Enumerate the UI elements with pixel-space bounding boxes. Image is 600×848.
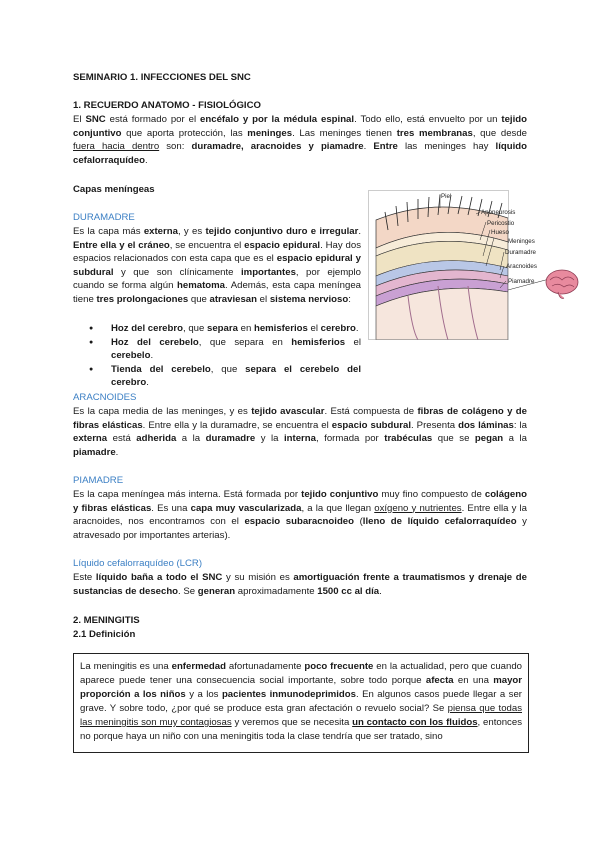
section-1-heading: 1. RECUERDO ANATOMO - FISIOLÓGICO xyxy=(73,100,261,111)
aracnoides-paragraph: Es la capa media de las meninges, y es tejido avascular. Está compuesta de fibras de colágeno y de fibras elásticas. Entre ella y la duramadre, se encuentra el espacio subdural. Presenta dos láminas: la externa está adherida a la duramadre y la interna, formada por trabéculas que se pegan a la piamadre. xyxy=(73,406,527,458)
brain-icon xyxy=(546,270,578,298)
label-piel: Piel xyxy=(441,193,452,200)
lcr-paragraph: Este líquido baña a todo el SNC y su misión es amortiguación frente a traumatismos y drenaje de sustancias de desecho. Se generan aproximadamente 1500 cc al día. xyxy=(73,572,527,597)
label-pericostio: Pericostio xyxy=(487,220,515,227)
meninges-diagram xyxy=(368,190,582,340)
label-aponeurosis: Aponeurosis xyxy=(481,209,516,216)
section-1-paragraph: El SNC está formado por el encéfalo y por la médula espinal. Todo ello, está envuelto por un tejido conjuntivo que aporta protección, las meninges. Las meninges tienen tres membranas, que desde fuera hacia dentro son: duramadre, aracnoides y piamadre. Entre las meninges hay líquido cefalorraquídeo. xyxy=(73,114,527,166)
list-item: ● Hoz del cerebro, que separa en hemisferios el cerebro. xyxy=(73,322,361,336)
lcr-heading: Líquido cefalorraquídeo (LCR) xyxy=(73,558,203,569)
document-title: SEMINARIO 1. INFECCIONES DEL SNC xyxy=(73,72,251,83)
label-aracnoides: Aracnoides xyxy=(506,263,537,270)
label-duramadre: Duramadre xyxy=(505,249,536,256)
definition-box xyxy=(73,653,529,753)
label-meninges: Meninges xyxy=(508,238,535,245)
definition-paragraph: La meningitis es una enfermedad afortunadamente poco frecuente en la actualidad, pero que cuando aparece puede tener una consecuencia social importante, sobre todo porque afecta en una mayor proporción a los niños y a los pacientes inmunodeprimidos. En algunos casos puede llegar a ser grave. Y sobre todo, ¿por qué se produce esta gran afectación o revuelo social? Se piensa que todas las meningitis son muy contagiosas y veremos que se necesita un contacto con los fluidos, entonces no porque haya un niño con una meningitis toda la clase tendría que ser tratado, sino xyxy=(80,661,522,742)
label-hueso: Hueso xyxy=(491,229,509,236)
aracnoides-heading: ARACNOIDES xyxy=(73,392,137,403)
list-item: ● Hoz del cerebelo, que separa en hemisferios el cerebelo. xyxy=(73,336,361,363)
duramadre-paragraph: Es la capa más externa, y es tejido conjuntivo duro e irregular. Entre ella y el cráneo, se encuentra el espacio epidural. Hay dos espacios relacionados con esta capa que es el espacio epidural y subdural y que son clínicamente importantes, por ejemplo cuando se forma algún hematoma. Además, esta capa meníngea tiene tres prolongaciones que atraviesan el sistema nervioso: xyxy=(73,226,362,305)
section-2-heading: 2. MENINGITIS xyxy=(73,615,140,626)
section-2-1-heading: 2.1 Definición xyxy=(73,629,136,640)
list-item: ● Tienda del cerebelo, que separa el cerebelo del cerebro. xyxy=(73,363,361,390)
capas-heading: Capas meníngeas xyxy=(73,184,155,195)
duramadre-bullet-list xyxy=(73,322,361,390)
duramadre-heading: DURAMADRE xyxy=(73,212,135,223)
piamadre-paragraph: Es la capa meníngea más interna. Está formada por tejido conjuntivo muy fino compuesto de colágeno y fibras elásticas. Es una capa muy vascularizada, a la que llegan oxígeno y nutrientes. Entre ella y la aracnoides, nos encontramos con el espacio subaracnoideo (lleno de líquido cefalorraquídeo y atravesado por importantes arterias). xyxy=(73,489,527,541)
piamadre-heading: PIAMADRE xyxy=(73,475,124,486)
label-piamadre: Piamadre xyxy=(508,278,535,285)
